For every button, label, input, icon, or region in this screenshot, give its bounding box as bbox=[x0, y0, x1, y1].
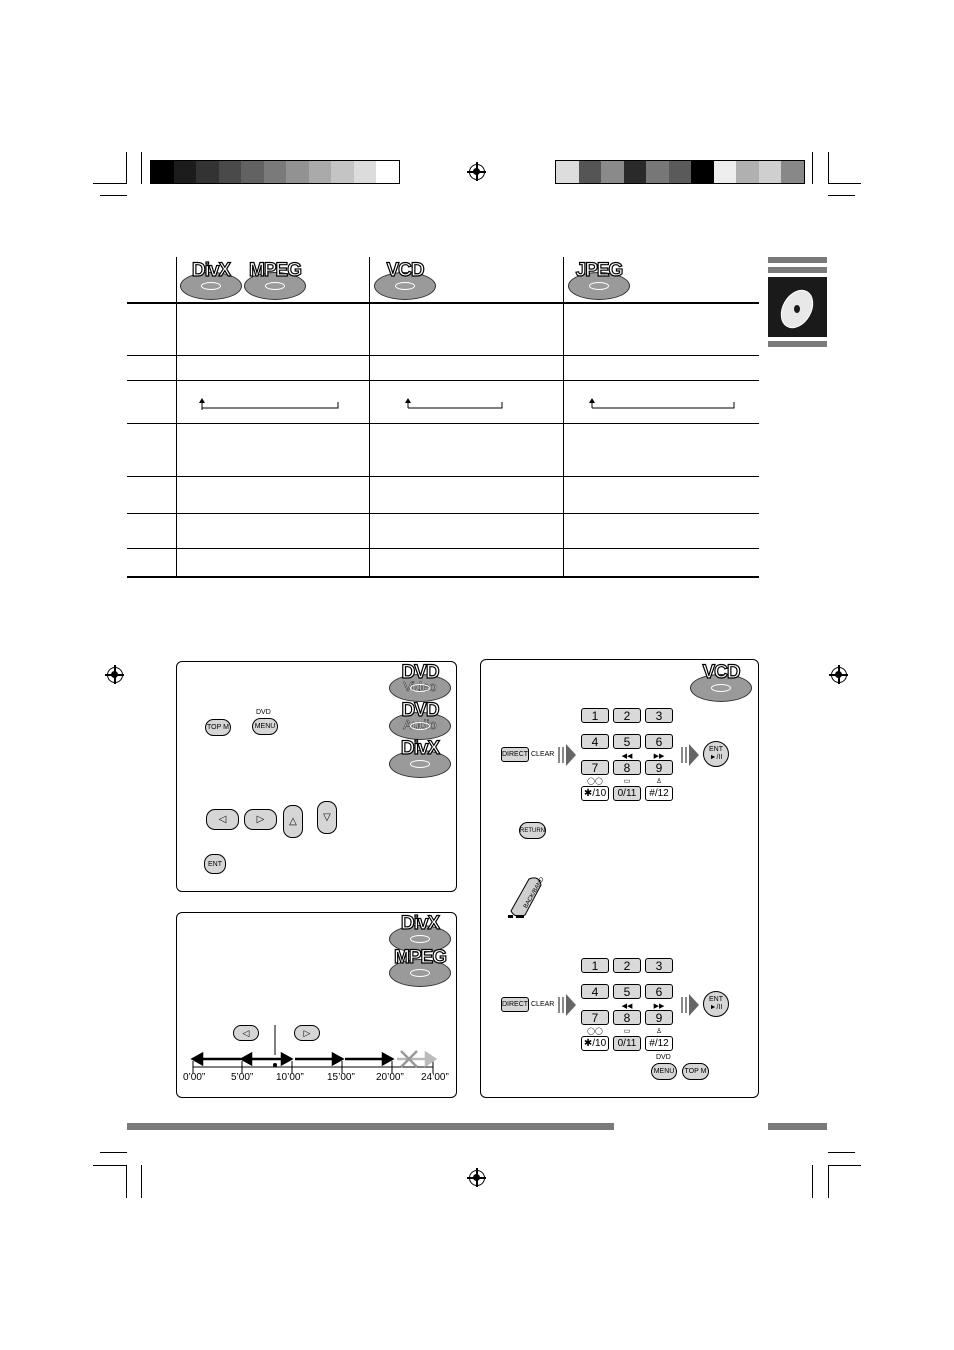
crop-mark bbox=[126, 1165, 127, 1198]
enter-play-button[interactable]: ENT ►/II bbox=[703, 741, 729, 767]
audio-icon: ◯◯ bbox=[587, 1028, 603, 1035]
repeat-loop-arrow bbox=[196, 398, 344, 412]
skip-timeline bbox=[177, 1023, 455, 1081]
key-11[interactable]: 0/11 bbox=[613, 1036, 641, 1051]
dvd-audio-logo: DVD Audio bbox=[389, 712, 451, 740]
left-cursor-button[interactable]: ◁ bbox=[206, 809, 239, 830]
key-8[interactable]: 8 bbox=[613, 1010, 641, 1025]
menu-button[interactable]: MENU bbox=[651, 1063, 677, 1080]
top-menu-button[interactable]: TOP M bbox=[682, 1063, 709, 1080]
crop-mark bbox=[100, 1152, 127, 1153]
subtitle-icon: ▭ bbox=[623, 1028, 631, 1035]
crop-mark bbox=[828, 1165, 829, 1198]
flow-arrow-icon bbox=[681, 744, 699, 766]
dvd-video-logo: DVD Video bbox=[389, 674, 451, 702]
clear-label: CLEAR bbox=[531, 751, 555, 758]
crop-mark bbox=[141, 1165, 142, 1198]
menu-navigation-panel bbox=[176, 661, 457, 892]
key-4[interactable]: 4 bbox=[581, 984, 609, 999]
audio-icon: ◯◯ bbox=[587, 778, 603, 785]
menu-button[interactable]: MENU bbox=[252, 718, 278, 735]
tick-label: 10’00” bbox=[276, 1072, 304, 1083]
disc-icon bbox=[768, 277, 827, 337]
key-11[interactable]: 0/11 bbox=[613, 786, 641, 801]
key-6[interactable]: 6 bbox=[645, 984, 673, 999]
up-cursor-button[interactable]: △ bbox=[283, 805, 303, 838]
registration-mark bbox=[831, 667, 847, 683]
tick-label: 24’00” bbox=[421, 1072, 449, 1083]
fast-forward-icon: ▶▶ bbox=[653, 753, 665, 760]
clear-label: CLEAR bbox=[531, 1001, 555, 1008]
key-2[interactable]: 2 bbox=[613, 958, 641, 973]
flow-arrow-icon bbox=[558, 744, 576, 766]
flow-arrow-icon bbox=[681, 994, 699, 1016]
tick-label: 5’00” bbox=[231, 1072, 254, 1083]
back-band-button[interactable]: BACK/BAND bbox=[507, 875, 547, 919]
key-9[interactable]: 9 bbox=[645, 760, 673, 775]
crop-mark bbox=[828, 1152, 855, 1153]
vcd-logo: VCD bbox=[374, 272, 436, 300]
rewind-icon: ◀◀ bbox=[621, 753, 633, 760]
crop-mark bbox=[828, 183, 861, 184]
key-12[interactable]: #/12 bbox=[645, 1036, 673, 1051]
crop-mark bbox=[828, 195, 855, 196]
fast-forward-icon: ▶▶ bbox=[653, 1003, 665, 1010]
crop-mark bbox=[126, 152, 127, 184]
side-tab-band bbox=[768, 257, 827, 263]
left-cursor-button[interactable]: ◁ bbox=[233, 1025, 259, 1041]
crop-mark bbox=[93, 183, 126, 184]
side-tab-band bbox=[768, 341, 827, 347]
color-bar-left bbox=[150, 160, 400, 184]
key-10[interactable]: ✱/10 bbox=[581, 786, 609, 801]
side-tab-band bbox=[768, 267, 827, 273]
key-9[interactable]: 9 bbox=[645, 1010, 673, 1025]
repeat-loop-arrow bbox=[586, 398, 740, 412]
enter-button[interactable]: ENT bbox=[204, 854, 226, 874]
key-3[interactable]: 3 bbox=[645, 708, 673, 723]
angle-icon: ♙ bbox=[655, 1028, 663, 1035]
vcd-panel bbox=[480, 659, 759, 1098]
crop-mark bbox=[93, 1165, 126, 1166]
vcd-logo: VCD bbox=[690, 674, 752, 702]
key-5[interactable]: 5 bbox=[613, 734, 641, 749]
key-3[interactable]: 3 bbox=[645, 958, 673, 973]
flow-arrow-icon bbox=[558, 994, 576, 1016]
mpeg-logo: MPEG bbox=[244, 272, 306, 300]
direct-button[interactable]: DIRECT bbox=[501, 997, 529, 1012]
crop-mark bbox=[141, 152, 142, 184]
key-2[interactable]: 2 bbox=[613, 708, 641, 723]
repeat-loop-arrow bbox=[402, 398, 508, 412]
crop-mark bbox=[828, 1165, 861, 1166]
footer-band bbox=[127, 1123, 614, 1130]
divx-logo: DivX bbox=[180, 272, 242, 300]
key-1[interactable]: 1 bbox=[581, 958, 609, 973]
key-10[interactable]: ✱/10 bbox=[581, 1036, 609, 1051]
jpeg-logo: JPEG bbox=[568, 272, 630, 300]
tick-label: 15’00” bbox=[327, 1072, 355, 1083]
rewind-icon: ◀◀ bbox=[621, 1003, 633, 1010]
top-menu-button[interactable]: TOP M bbox=[205, 719, 231, 736]
tick-label: 20’00” bbox=[376, 1072, 404, 1083]
divx-logo: DivX bbox=[389, 925, 451, 953]
crop-mark bbox=[812, 152, 813, 184]
subtitle-icon: ▭ bbox=[623, 778, 631, 785]
crop-mark bbox=[812, 1165, 813, 1198]
footer-band bbox=[768, 1123, 827, 1130]
key-1[interactable]: 1 bbox=[581, 708, 609, 723]
angle-icon: ♙ bbox=[655, 778, 663, 785]
key-6[interactable]: 6 bbox=[645, 734, 673, 749]
registration-mark bbox=[469, 164, 485, 180]
divx-logo: DivX bbox=[389, 750, 451, 778]
side-tab bbox=[768, 277, 827, 337]
key-8[interactable]: 8 bbox=[613, 760, 641, 775]
right-cursor-button[interactable]: ▷ bbox=[294, 1025, 320, 1041]
time-skip-panel bbox=[176, 912, 457, 1098]
down-cursor-button[interactable]: ▽ bbox=[317, 801, 337, 834]
dvd-label: DVD bbox=[256, 709, 271, 716]
key-7[interactable]: 7 bbox=[581, 1010, 609, 1025]
color-bar-right bbox=[555, 160, 805, 184]
dvd-label: DVD bbox=[656, 1054, 671, 1061]
direct-button[interactable]: DIRECT bbox=[501, 747, 529, 762]
key-4[interactable]: 4 bbox=[581, 734, 609, 749]
crop-mark bbox=[100, 195, 127, 196]
key-7[interactable]: 7 bbox=[581, 760, 609, 775]
tick-label: 0’00” bbox=[183, 1072, 206, 1083]
return-button[interactable]: RETURN bbox=[519, 822, 546, 839]
registration-mark bbox=[107, 667, 123, 683]
enter-play-button[interactable]: ENT ►/II bbox=[703, 991, 729, 1017]
mpeg-logo: MPEG bbox=[389, 959, 451, 987]
key-5[interactable]: 5 bbox=[613, 984, 641, 999]
registration-mark bbox=[469, 1170, 485, 1186]
key-12[interactable]: #/12 bbox=[645, 786, 673, 801]
crop-mark bbox=[828, 152, 829, 184]
right-cursor-button[interactable]: ▷ bbox=[244, 809, 277, 830]
